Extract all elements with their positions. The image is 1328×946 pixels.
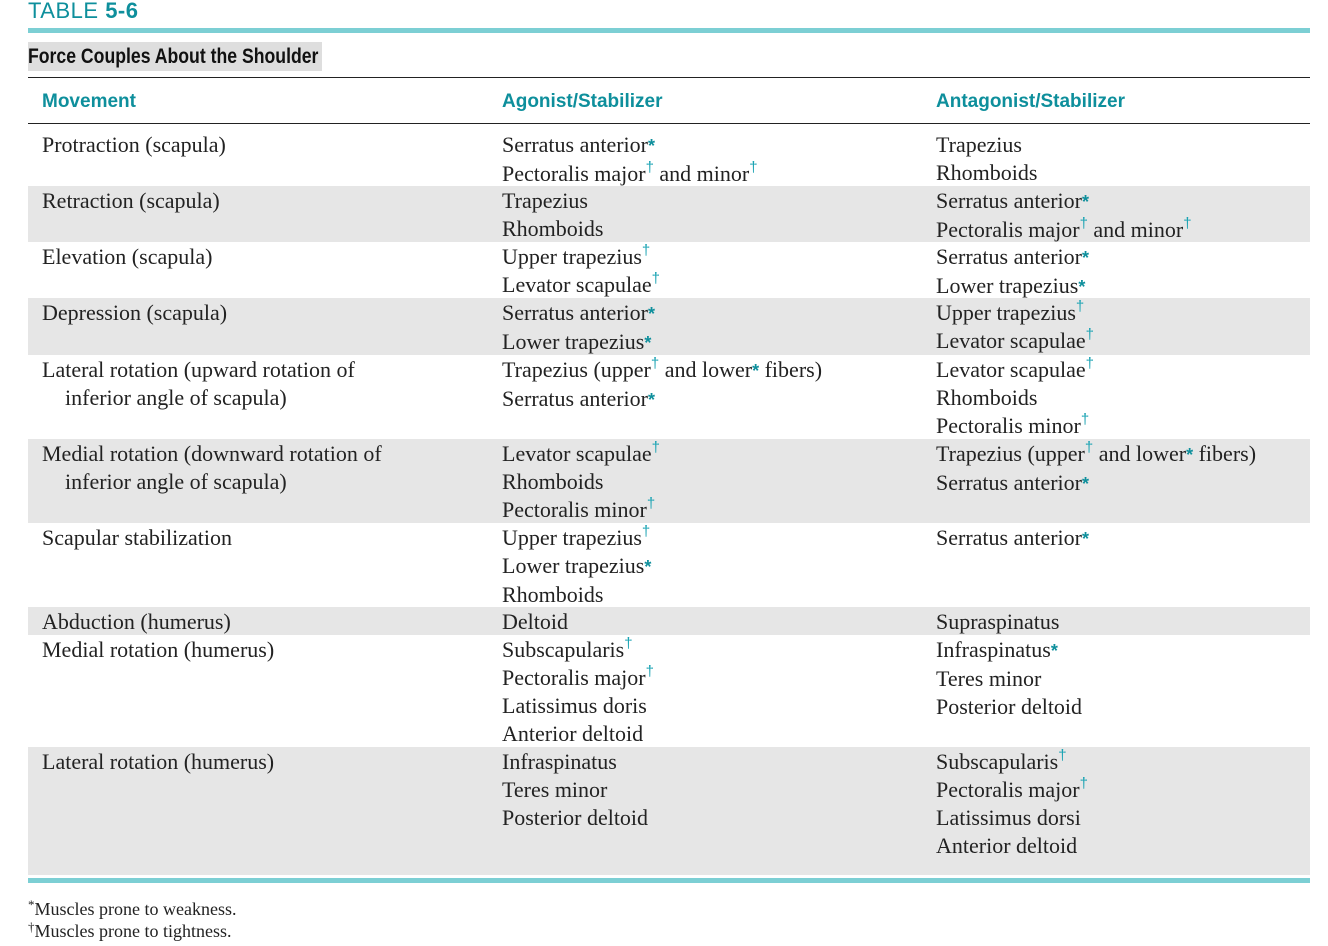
movement-text: Medial rotation (humerus): [42, 637, 275, 662]
movement-cell: [42, 131, 472, 159]
antagonist-muscle: [936, 159, 1306, 187]
movement-text: inferior angle of scapula): [65, 469, 287, 494]
antagonist-cell: [936, 440, 1306, 498]
tightness-marker: †: [651, 439, 660, 456]
weakness-marker: *: [1082, 192, 1090, 212]
cell-text: Teres minor: [936, 666, 1042, 691]
cell-text: Pectoralis major: [502, 665, 646, 690]
header-top-rule: [28, 77, 1310, 78]
movement-cell: [42, 748, 472, 776]
cell-text: Serratus anterior: [936, 188, 1082, 213]
cell-text: Rhomboids: [502, 216, 604, 241]
cell-text: Levator scapulae: [502, 441, 652, 466]
antagonist-muscle: [936, 299, 1306, 327]
tightness-marker: †: [1085, 326, 1094, 343]
agonist-muscle: [502, 187, 922, 215]
cell-text: Subscapularis: [936, 749, 1059, 774]
header-antagonist: Antagonist/Stabilizer: [936, 91, 1125, 112]
table-number: [28, 0, 138, 24]
agonist-muscle: [502, 552, 922, 581]
cell-text: Pectoralis minor: [936, 413, 1081, 438]
footnote-weakness: *Muscles prone to weakness.: [28, 897, 237, 919]
tightness-marker: †: [1080, 411, 1090, 428]
cell-text: Trapezius: [936, 132, 1022, 157]
cell-text: Pectoralis minor: [502, 497, 647, 522]
movement-text: Scapular stabilization: [42, 525, 232, 550]
tightness-marker: †: [641, 523, 651, 540]
tightness-marker: †: [1075, 298, 1085, 315]
agonist-muscle: [502, 692, 922, 720]
footnote-tightness: †Muscles prone to tightness.: [28, 919, 232, 941]
agonist-muscle: [502, 385, 922, 414]
antagonist-muscle: [936, 524, 1306, 553]
movement-text: inferior angle of scapula): [65, 385, 287, 410]
tightness-marker: †: [645, 663, 654, 680]
cell-text: Trapezius (upper: [502, 357, 651, 382]
antagonist-muscle: [936, 748, 1306, 776]
table-label: TABLE: [28, 0, 99, 23]
movement-cell: [42, 636, 472, 664]
antagonist-muscle: [936, 272, 1306, 301]
agonist-muscle: [502, 496, 922, 524]
weakness-marker: *: [648, 390, 656, 410]
agonist-muscle: [502, 804, 922, 832]
cell-text: Supraspinatus: [936, 609, 1060, 634]
cell-text: Lower trapezius: [936, 273, 1079, 298]
antagonist-muscle: [936, 243, 1306, 272]
agonist-muscle: [502, 636, 922, 664]
antagonist-cell: [936, 524, 1306, 553]
agonist-cell: [502, 299, 922, 357]
agonist-muscle: [502, 243, 922, 271]
antagonist-muscle: [936, 776, 1306, 804]
cell-text: Pectoralis major: [936, 217, 1080, 242]
movement-cell: [42, 187, 472, 215]
cell-text: Levator scapulae: [936, 328, 1086, 353]
weakness-marker: *: [1050, 641, 1058, 661]
antagonist-cell: [936, 299, 1306, 355]
agonist-cell: [502, 356, 922, 414]
agonist-muscle: [502, 664, 922, 692]
bottom-rule: [28, 878, 1310, 883]
cell-text: Upper trapezius: [502, 244, 642, 269]
cell-text: Serratus anterior: [936, 244, 1082, 269]
antagonist-muscle: [936, 356, 1306, 384]
antagonist-cell: [936, 636, 1306, 721]
cell-text: Deltoid: [502, 609, 568, 634]
cell-text: Serratus anterior: [936, 525, 1082, 550]
agonist-muscle: [502, 160, 922, 188]
cell-text: Serratus anterior: [502, 386, 648, 411]
agonist-muscle: [502, 468, 922, 496]
agonist-muscle: [502, 748, 922, 776]
movement-cell: [42, 440, 472, 496]
antagonist-muscle: [936, 469, 1306, 498]
antagonist-muscle: [936, 412, 1306, 440]
movement-text: Protraction (scapula): [42, 132, 226, 157]
movement-cell: [42, 524, 472, 552]
cell-text: fibers): [759, 357, 823, 382]
antagonist-cell: [936, 187, 1306, 244]
antagonist-muscle: [936, 804, 1306, 832]
antagonist-cell: [936, 356, 1306, 440]
cell-text: Anterior deltoid: [502, 721, 644, 746]
agonist-muscle: [502, 328, 922, 357]
cell-text: Pectoralis major: [936, 777, 1080, 802]
cell-text: Lower trapezius: [502, 329, 645, 354]
antagonist-muscle: [936, 327, 1306, 355]
cell-text: fibers): [1193, 441, 1257, 466]
agonist-cell: [502, 243, 922, 299]
agonist-muscle: [502, 271, 922, 299]
movement-text: Retraction (scapula): [42, 188, 220, 213]
top-rule: [28, 28, 1310, 33]
antagonist-muscle: [936, 131, 1306, 159]
antagonist-muscle: [936, 832, 1306, 860]
cell-text: Rhomboids: [936, 160, 1038, 185]
tightness-marker: †: [1079, 215, 1088, 232]
antagonist-muscle: [936, 384, 1306, 412]
cell-text: and minor: [1087, 217, 1184, 242]
agonist-muscle: [502, 356, 922, 385]
agonist-cell: [502, 748, 922, 832]
tightness-marker: †: [650, 355, 660, 372]
agonist-muscle: [502, 581, 922, 609]
cell-text: Infraspinatus: [502, 749, 617, 774]
antagonist-cell: [936, 748, 1306, 860]
antagonist-muscle: [936, 440, 1306, 469]
table-number-value: 5-6: [105, 0, 139, 23]
agonist-muscle: [502, 131, 922, 160]
movement-text: Depression (scapula): [42, 300, 228, 325]
agonist-muscle: [502, 440, 922, 468]
movement-cell: [42, 299, 472, 327]
cell-text: Lower trapezius: [502, 553, 645, 578]
tightness-marker: †: [1058, 747, 1067, 764]
weakness-marker: *: [1082, 474, 1090, 494]
weakness-marker: *: [1078, 277, 1086, 297]
agonist-muscle: [502, 720, 922, 748]
weakness-marker: *: [648, 304, 656, 324]
agonist-muscle: [502, 215, 922, 243]
agonist-cell: [502, 440, 922, 524]
cell-text: Rhomboids: [502, 469, 604, 494]
weakness-marker: *: [752, 361, 760, 381]
cell-text: Serratus anterior: [936, 470, 1082, 495]
table-title: Force Couples About the Shoulder: [28, 42, 322, 71]
weakness-marker: *: [644, 557, 652, 577]
movement-text: Abduction (humerus): [42, 609, 231, 634]
cell-text: and lower: [659, 357, 753, 382]
tightness-marker: †: [641, 242, 651, 259]
agonist-cell: [502, 636, 922, 748]
cell-text: Trapezius: [502, 188, 588, 213]
movement-text: Elevation (scapula): [42, 244, 213, 269]
movement-text: Lateral rotation (upward rotation of: [42, 357, 355, 382]
tightness-marker: †: [1079, 775, 1088, 792]
header-agonist: Agonist/Stabilizer: [502, 91, 663, 112]
antagonist-cell: [936, 243, 1306, 301]
agonist-muscle: [502, 608, 922, 636]
cell-text: Anterior deltoid: [936, 833, 1078, 858]
cell-text: Pectoralis major: [502, 161, 646, 186]
header-bottom-rule: [28, 123, 1310, 124]
agonist-cell: [502, 608, 922, 636]
weakness-marker: *: [644, 333, 652, 353]
agonist-muscle: [502, 299, 922, 328]
tightness-marker: †: [624, 635, 633, 652]
cell-text: Teres minor: [502, 777, 608, 802]
tightness-marker: †: [651, 270, 660, 287]
cell-text: Latissimus doris: [502, 693, 647, 718]
tightness-marker: †: [749, 159, 758, 176]
weakness-marker: *: [1082, 529, 1090, 549]
cell-text: Infraspinatus: [936, 637, 1051, 662]
cell-text: Posterior deltoid: [502, 805, 649, 830]
tightness-marker: †: [646, 495, 656, 512]
tightness-marker: †: [645, 159, 654, 176]
antagonist-muscle: [936, 665, 1306, 693]
tightness-marker: †: [1183, 215, 1192, 232]
cell-text: Serratus anterior: [502, 300, 648, 325]
movement-cell: [42, 608, 472, 636]
weakness-marker: *: [648, 136, 656, 156]
cell-text: Levator scapulae: [936, 357, 1086, 382]
cell-text: Upper trapezius: [936, 300, 1076, 325]
cell-text: Rhomboids: [936, 385, 1038, 410]
movement-cell: [42, 356, 472, 412]
agonist-muscle: [502, 776, 922, 804]
movement-text: Medial rotation (downward rotation of: [42, 441, 382, 466]
agonist-cell: [502, 131, 922, 188]
agonist-cell: [502, 524, 922, 609]
antagonist-cell: [936, 131, 1306, 187]
movement-text: Lateral rotation (humerus): [42, 749, 275, 774]
cell-text: and lower: [1093, 441, 1187, 466]
tightness-marker: †: [1084, 439, 1094, 456]
antagonist-muscle: [936, 187, 1306, 216]
antagonist-cell: [936, 608, 1306, 636]
tightness-marker: †: [1085, 355, 1094, 372]
cell-text: Latissimus dorsi: [936, 805, 1081, 830]
weakness-marker: *: [1082, 248, 1090, 268]
agonist-muscle: [502, 524, 922, 552]
cell-text: Posterior deltoid: [936, 694, 1083, 719]
agonist-cell: [502, 187, 922, 243]
cell-text: Upper trapezius: [502, 525, 642, 550]
weakness-marker: *: [1186, 445, 1194, 465]
antagonist-muscle: [936, 608, 1306, 636]
cell-text: Subscapularis: [502, 637, 625, 662]
cell-text: Levator scapulae: [502, 272, 652, 297]
cell-text: Trapezius (upper: [936, 441, 1085, 466]
antagonist-muscle: [936, 216, 1306, 244]
antagonist-muscle: [936, 636, 1306, 665]
header-movement: Movement: [42, 91, 136, 112]
cell-text: Rhomboids: [502, 582, 604, 607]
movement-cell: [42, 243, 472, 271]
antagonist-muscle: [936, 693, 1306, 721]
cell-text: and minor: [653, 161, 750, 186]
cell-text: Serratus anterior: [502, 132, 648, 157]
